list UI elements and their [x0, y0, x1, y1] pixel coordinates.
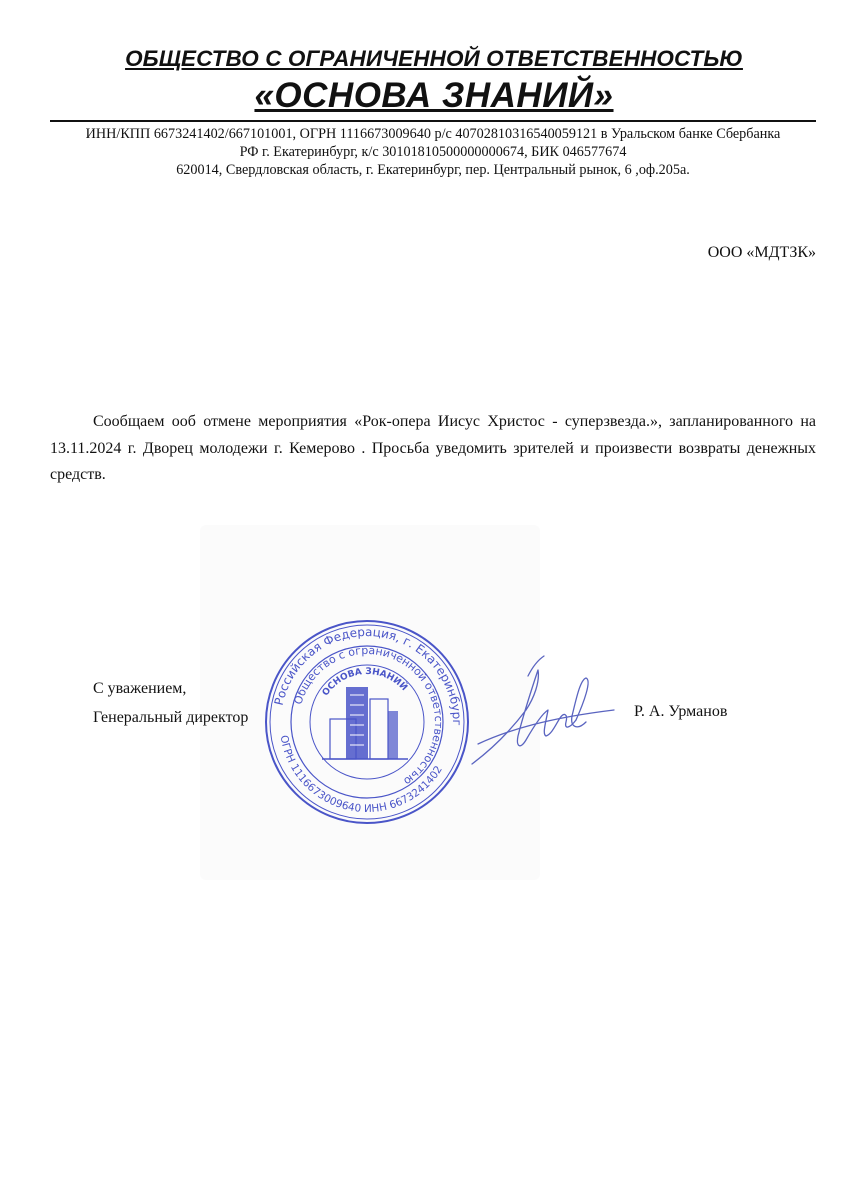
seal-outer-text: Российская Федерация, г. Екатеринбург: [271, 624, 465, 726]
letterhead-requisites-line2: РФ г. Екатеринбург, к/с 30101810500000000674, БИК 046577674: [239, 144, 627, 160]
letterhead-divider: [50, 120, 816, 122]
closing-position: Генеральный директор: [93, 709, 249, 726]
signature-icon: [468, 652, 618, 772]
letterhead-org-name: «ОСНОВА ЗНАНИЙ»: [254, 76, 614, 115]
seal-middle-text: Общество с ограниченной ответственностью: [291, 643, 446, 788]
closing-block: [93, 674, 248, 732]
seal-building-emblem: [322, 687, 408, 759]
seal-bottom-text: ОГРН 1116673009640 ИНН 6673241402: [277, 734, 445, 816]
company-seal-icon: [262, 617, 472, 827]
closing-regards: С уважением,: [93, 680, 187, 697]
letterhead-address: 620014, Свердловская область, г. Екатеринбург, пер. Центральный рынок, 6 ,оф.205а.: [176, 162, 690, 178]
letterhead-requisites-line1: ИНН/КПП 6673241402/667101001, ОГРН 1116673009640 р/с 40702810316540059121 в Уральском банке Сбербанка: [85, 126, 781, 142]
addressee: ООО «МДТЗК»: [707, 244, 816, 261]
seal-inner-text: ОСНОВА ЗНАНИЙ: [320, 666, 409, 699]
director-name: Р. А. Урманов: [634, 703, 728, 720]
letter-body-paragraph: Сообщаем ооб отмене мероприятия «Рок-опера Иисус Христос - суперзвезда.», запланированного на 13.11.2024 г. Дворец молодежи г. Кемерово . Просьба уведомить зрителей и произвести возвраты денежных средств.: [50, 413, 816, 483]
letterhead-org-form: ОБЩЕСТВО С ОГРАНИЧЕННОЙ ОТВЕТСТВЕННОСТЬЮ: [125, 46, 743, 71]
